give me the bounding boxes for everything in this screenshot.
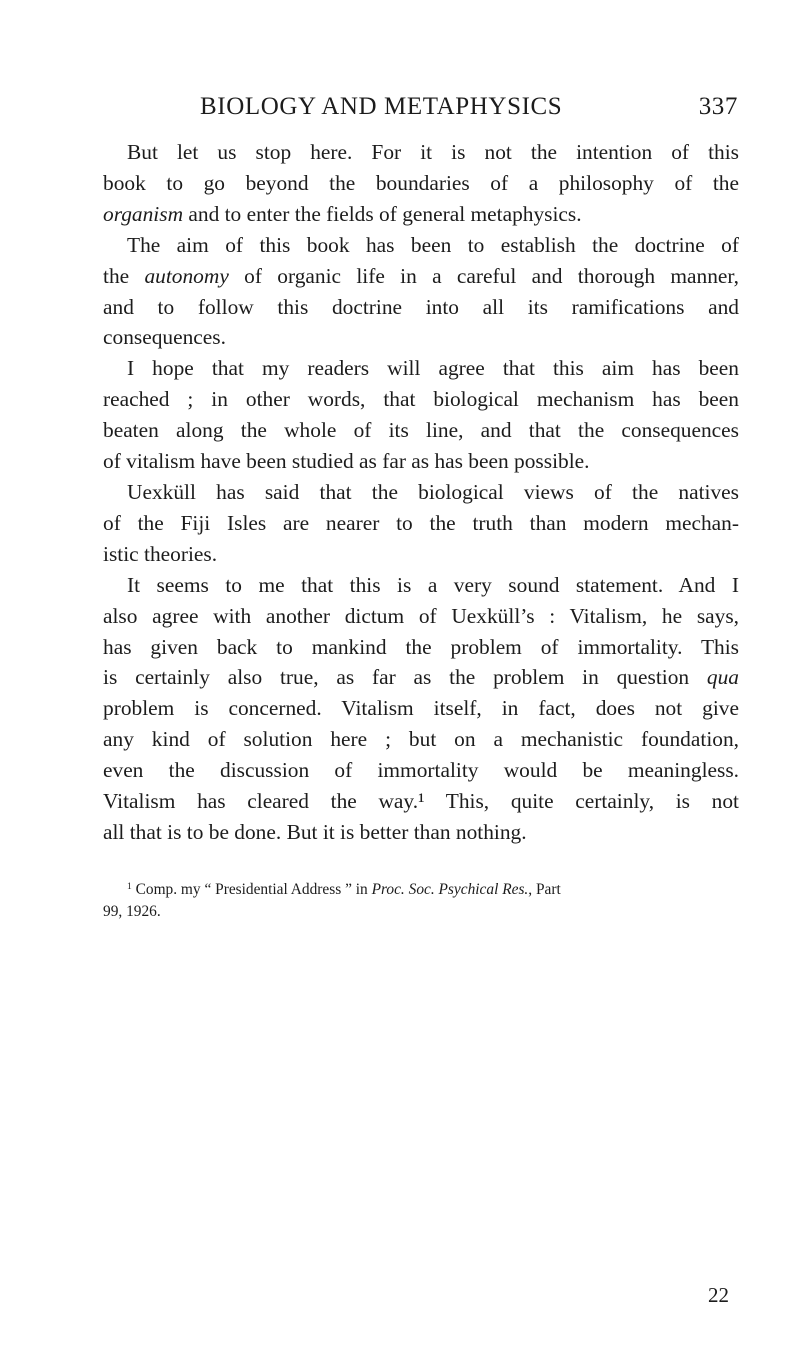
text-line: But let us stop here. For it is not the intention of this [127,140,739,164]
text-line [103,199,739,230]
text-run: and to enter the fields of general metaphysics. [183,201,582,226]
text-line: all that is to be done. But it is better than nothing. [103,819,527,844]
paragraph [103,230,739,354]
text-run: of organic life in a careful and thorough manner, [228,263,739,288]
text-line: of vitalism have been studied as far as has been possible. [103,449,590,474]
text-run: the [103,263,145,288]
text-line: also agree with another dictum of Uexküll’s : Vitalism, he says, [103,603,739,628]
footnote-marker: 1 [127,880,132,892]
paragraph [103,570,739,848]
running-title: BIOLOGY AND METAPHYSICS [200,93,563,120]
text-line [103,261,739,292]
footnote-line-1 [103,879,739,901]
text-line: problem is concerned. Vitalism itself, in fact, does not give [103,696,739,721]
text-line: reached ; in other words, that biological mechanism has been [103,387,739,412]
body-text [103,137,739,848]
text-line: book to go beyond the boundaries of a philosophy of the [103,170,739,195]
text-line: consequences. [103,325,226,350]
footnote-journal: Proc. Soc. Psychical Res. [371,881,529,898]
text-line: It seems to me that this is a very sound statement. And I [127,572,739,597]
page-number: 337 [698,93,738,120]
italic-term: autonomy [144,263,229,288]
paragraph [103,353,739,477]
italic-term: organism [103,201,184,226]
text-line: I hope that my readers will agree that this aim has been [127,356,739,381]
text-run: is certainly also true, as far as the problem in question [103,665,707,690]
text-line: any kind of solution here ; but on a mechanistic foundation, [103,727,739,752]
signature-mark: 22 [708,1283,729,1307]
footnote [103,879,739,923]
italic-term: qua [706,665,739,690]
text-line: and to follow this doctrine into all its ramifications and [103,294,739,319]
text-line: of the Fiji Isles are nearer to the truth than modern mechan- [103,510,739,535]
text-line: istic theories. [103,541,218,566]
footnote-text-prefix: Comp. my “ Presidential Address ” in [131,881,372,898]
text-line: beaten along the whole of its line, and that the consequences [103,418,739,443]
footnote-line-2: 99, 1926. [103,903,161,920]
paragraph [103,137,739,230]
text-line: has given back to mankind the problem of immortality. This [103,634,739,659]
text-line: even the discussion of immortality would be meaningless. [103,758,739,783]
text-line: Uexküll has said that the biological views of the natives [127,479,739,504]
paragraph [103,477,739,570]
running-head [100,90,738,124]
text-line: The aim of this book has been to establish the doctrine of [127,232,739,257]
text-line: Vitalism has cleared the way.¹ This, quite certainly, is not [103,789,739,814]
text-line [103,662,739,693]
footnote-text-suffix: , Part [528,881,561,898]
